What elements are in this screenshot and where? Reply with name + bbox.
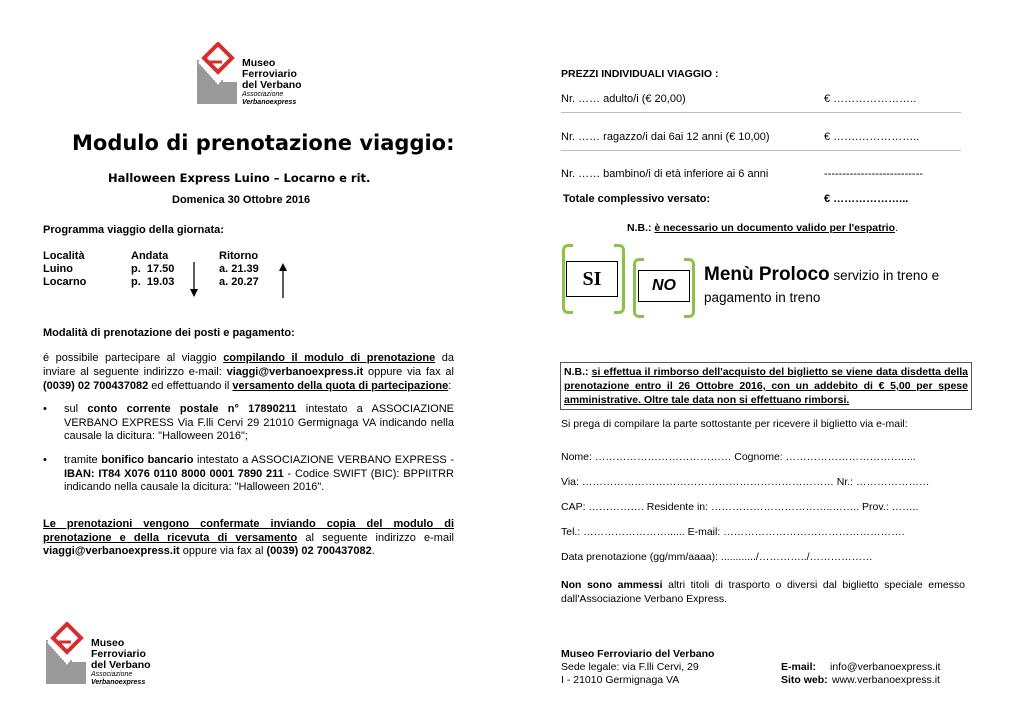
conferma-text: .	[371, 545, 375, 557]
logo-top	[194, 42, 314, 106]
menu-proloco-text: servizio in treno e	[829, 268, 940, 283]
bullet-conto-postale	[64, 403, 454, 444]
logo-line4: Associazione	[91, 671, 133, 678]
bullet-dot-icon: •	[43, 454, 47, 466]
form-via[interactable]: Via: ……………………………………………………………… Nr.: …………………	[561, 476, 930, 488]
nb-text: .	[894, 222, 898, 234]
bullet-text: - Codice SWIFT (BIC): BPPIITRR indicando nella causale la dicitura: "Halloween 2016".	[64, 467, 454, 493]
conferma-text: al seguente indirizzo e-mail	[297, 531, 454, 544]
intro-versamento: versamento della quota di partecipazione	[232, 380, 449, 392]
museum-logo-icon	[43, 622, 91, 686]
intro-text: é possibile partecipare al viaggio	[43, 352, 224, 364]
intro-paragraph	[43, 351, 454, 393]
footer-address-2: I - 21010 Germignaga VA	[561, 674, 680, 686]
menu-proloco	[704, 264, 974, 286]
nb-label: N.B.:	[627, 222, 655, 234]
si-checkbox[interactable]	[566, 261, 618, 297]
page-title: Modulo di prenotazione viaggio:	[72, 131, 455, 155]
bullet-dot-icon: •	[43, 403, 47, 415]
prezzi-heading: PREZZI INDIVIDUALI VIAGGIO :	[561, 68, 719, 80]
footer-name: Museo Ferroviario del Verbano	[561, 648, 715, 660]
conferma-fax: (0039) 02 700437082	[266, 545, 372, 557]
footer-web[interactable]: www.verbanoexpress.it	[832, 674, 940, 686]
footer-email[interactable]: info@verbanoexpress.it	[830, 661, 941, 673]
conferma-text: Le prenotazioni vengono confermate inviando copia del modulo di prenotazione e della ricevuta di versamento	[43, 518, 454, 544]
programma-heading: Programma viaggio della giornata:	[43, 224, 224, 236]
logo-line5: Verbanoexpress	[91, 679, 146, 686]
bullet-text: intestato a ASSOCIAZIONE VERBANO EXPRESS -	[193, 454, 454, 466]
form-cap-residenza[interactable]: CAP: ……………. Residente in: ……………………………..…….. Prov.: ……..	[561, 501, 919, 513]
conto-postale-number: conto corrente postale n° 17890211	[87, 403, 297, 415]
footer-address-1: Sede legale: via F.lli Cervi, 29	[561, 661, 699, 673]
bonifico-label: bonifico bancario	[101, 454, 194, 466]
trip-date: Domenica 30 Ottobre 2016	[172, 194, 311, 206]
non-ammessi-text: altri titoli di trasporto o diversi dal biglietto speciale emesso dall'Associazione Verbano Express.	[561, 579, 966, 605]
trip-subtitle: Halloween Express Luino – Locarno e rit.	[108, 171, 371, 185]
schedule-cell: p. 19.03	[131, 276, 175, 288]
logo-line3: del Verbano	[242, 79, 302, 91]
no-label: NO	[652, 277, 676, 294]
si-label: SI	[582, 267, 602, 290]
bullet-text: intestato a ASSOCIAZIONE VERBANO EXPRESS Via F.lli Cervi 29 21010 Germignaga VA indicando nella causale la dicitura: "Halloween 2016";	[64, 403, 455, 442]
logo-line5: Verbanoexpress	[242, 99, 297, 106]
nb-rimborso-text: si effettua il rimborso dell'acquisto del biglietto se viene data disdetta della prenotazione entro il 26 Ottobre 2016, con un addebito di € 5,00 per spese amministrative. Oltre tale data non si effettuano rimborsi.	[564, 366, 968, 406]
schedule-header-localita: Località	[43, 250, 85, 262]
conferma-email: viaggi@verbanoexpress.it	[43, 545, 180, 557]
menu-proloco-text2: pagamento in treno	[704, 290, 821, 305]
no-checkbox[interactable]	[638, 270, 690, 302]
prezzo-bambino-label: Nr. …… bambino/i di età inferiore ai 6 anni	[561, 168, 769, 180]
divider	[561, 112, 961, 113]
intro-text: da inviare al seguente indirizzo e-mail:	[43, 352, 455, 378]
form-nome-cognome[interactable]: Nome: ………………………………… Cognome: …………………………….....	[561, 451, 916, 463]
prezzo-bambino-value: ---------------------------	[824, 168, 923, 180]
totale-value: € ………………...	[824, 193, 909, 205]
non-ammessi-label: Non sono ammessi	[561, 579, 663, 591]
logo-line2: Ferroviario	[91, 648, 146, 660]
schedule-header-andata: Andata	[131, 250, 169, 262]
footer-email-label: E-mail:	[781, 661, 817, 673]
form-data-prenotazione[interactable]: Data prenotazione (gg/mm/aaaa): ............/…………../………………	[561, 551, 873, 563]
prezzo-adulto-value: € …………………..	[824, 93, 917, 105]
museum-logo-icon	[194, 42, 242, 106]
form-tel-email[interactable]: Tel.: ……………………...... E-mail: …………………………………………….	[561, 526, 905, 538]
intro-text: oppure via fax al	[363, 366, 454, 378]
menu-proloco-title: Menù Proloco	[704, 264, 830, 285]
prezzo-adulto-label: Nr. …… adulto/i (€ 20,00)	[561, 93, 686, 105]
intro-text: :	[448, 380, 452, 392]
intro-modulo-link: compilando il modulo di prenotazione	[223, 352, 436, 364]
nb-documento	[627, 222, 898, 234]
schedule-cell: p. 17.50	[131, 263, 175, 275]
arrow-down-icon	[189, 262, 199, 298]
prezzo-ragazzo-label: Nr. …… ragazzo/i dai 6ai 12 anni (€ 10,00)	[561, 131, 770, 143]
logo-bottom	[43, 622, 163, 686]
logo-line2: Ferroviario	[242, 68, 297, 80]
totale-label: Totale complessivo versato:	[563, 193, 711, 205]
conferma-text: oppure via fax al	[179, 545, 267, 557]
schedule-cell: a. 20.27	[219, 276, 259, 288]
bullet-text: tramite	[64, 454, 102, 466]
non-ammessi-paragraph	[561, 578, 965, 606]
conferma-paragraph	[43, 518, 454, 559]
arrow-up-icon	[278, 262, 288, 298]
intro-email: viaggi@verbanoexpress.it	[226, 366, 364, 378]
bullet-bonifico	[64, 454, 454, 495]
footer-web-label: Sito web:	[781, 674, 828, 686]
intro-fax: (0039) 02 700437082	[43, 380, 149, 392]
logo-line1: Museo	[91, 637, 125, 649]
schedule-cell: a. 21.39	[219, 263, 259, 275]
nb-documento-text: è necessario un documento valido per l'espatrio	[654, 222, 895, 234]
nb-label: N.B.:	[564, 366, 592, 378]
prezzo-ragazzo-value: € …….……………..	[824, 131, 920, 143]
iban: IBAN: IT84 X076 0110 8000 0001 7890 211	[64, 467, 284, 480]
prega-text: Si prega di compilare la parte sottostante per ricevere il biglietto via e-mail:	[561, 418, 908, 430]
modalita-heading: Modalità di prenotazione dei posti e pagamento:	[43, 327, 295, 339]
logo-line4: Associazione	[242, 91, 284, 98]
schedule-cell: Locarno	[43, 276, 87, 288]
logo-line1: Museo	[242, 57, 276, 69]
nb-rimborso-box	[560, 362, 972, 410]
schedule-cell: Luino	[43, 263, 73, 275]
schedule-header-ritorno: Ritorno	[219, 250, 259, 262]
logo-line3: del Verbano	[91, 659, 151, 671]
divider	[561, 150, 961, 151]
bullet-text: sul	[64, 403, 88, 415]
intro-text: ed effettuando il	[148, 380, 233, 392]
